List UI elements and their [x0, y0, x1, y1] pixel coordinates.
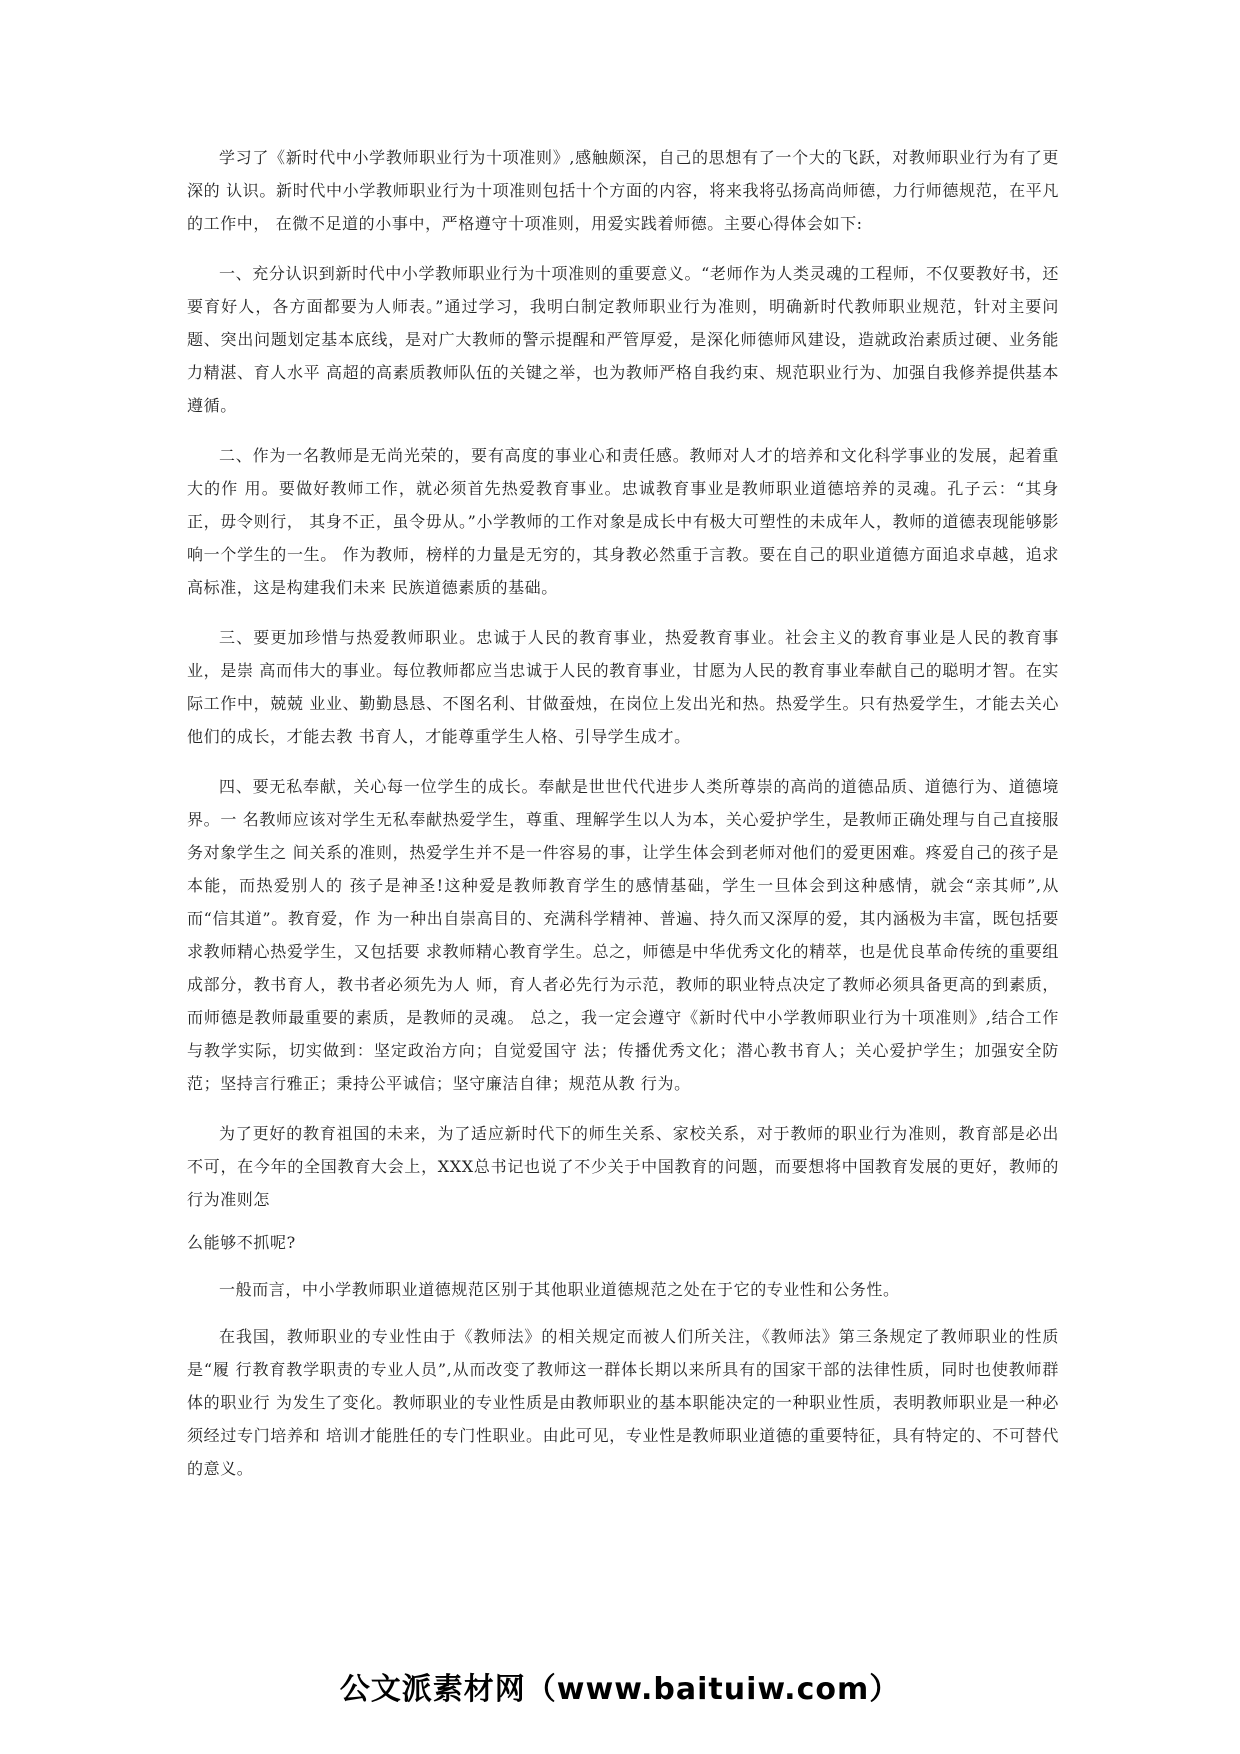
- paragraph-intro: 学习了《新时代中小学教师职业行为十项准则》,感触颇深，自己的思想有了一个大的飞跃，对教师职业行为有了更深的 认识。新时代中小学教师职业行为十项准则包括十个方面的内容，将来我将弘扬高尚师德，力行师德规范，在平凡的工作中， 在微不足道的小事中，严格遵守十项准则，用爱实践着师德。主要心得体会如下:: [187, 148, 1059, 233]
- paragraph-question: 么能够不抓呢?: [187, 1233, 296, 1252]
- paragraph-point-one: 一、充分认识到新时代中小学教师职业行为十项准则的重要意义。“老师作为人类灵魂的工程师，不仅要教好书，还要育好人，各方面都要为人师表。”通过学习，我明白制定教师职业行为准则，明确新时代教师职业规范，针对主要问题、突出问题划定基本底线，是对广大教师的警示提醒和严管厚爱，是深化师德师风建设，造就政治素质过硬、业务能力精湛、育人水平 高超的高素质教师队伍的关键之举，也为教师严格自我约束、规范职业行为、加强自我修养提供基本遵循。: [187, 264, 1059, 415]
- paragraph-professionalism: 一般而言，中小学教师职业道德规范区别于其他职业道德规范之处在于它的专业性和公务性。: [219, 1280, 900, 1299]
- paragraph-teacher-law: 在我国，教师职业的专业性由于《教师法》的相关规定而被人们所关注，《教师法》第三条规定了教师职业的性质是“履 行教育教学职责的专业人员”,从而改变了教师这一群体长期以来所具有的国家干部的法律性质，同时也使教师群体的职业行 为发生了变化。教师职业的专业性质是由教师职业的基本职能决定的一种职业性质，表明教师职业是一种必须经过专门培养和 培训才能胜任的专门性职业。由此可见，专业性是教师职业道德的重要特征，具有特定的、不可替代的意义。: [187, 1327, 1059, 1478]
- paragraph-education-future: 为了更好的教育祖国的未来，为了适应新时代下的师生关系、家校关系，对于教师的职业行为准则，教育部是必出不可，在今年的全国教育大会上，XXX总书记也说了不少关于中国教育的问题，而要想将中国教育发展的更好，教师的行为准则怎: [187, 1124, 1059, 1209]
- paragraph-point-two: 二、作为一名教师是无尚光荣的，要有高度的事业心和责任感。教师对人才的培养和文化科学事业的发展，起着重大的作 用。要做好教师工作，就必须首先热爱教育事业。忠诚教育事业是教师职业道德培养的灵魂。孔子云：“其身正，毋令则行， 其身不正，虽令毋从。”小学教师的工作对象是成长中有极大可塑性的未成年人，教师的道德表现能够影响一个学生的一生。 作为教师，榜样的力量是无穷的，其身教必然重于言教。要在自己的职业道德方面追求卓越，追求高标准，这是构建我们未来 民族道德素质的基础。: [187, 446, 1059, 597]
- paragraph-point-four: 四、要无私奉献，关心每一位学生的成长。奉献是世世代代进步人类所尊崇的高尚的道德品质、道德行为、道德境界。一 名教师应该对学生无私奉献热爱学生，尊重、理解学生以人为本，关心爱护学生，是教师正确处理与自己直接服务对象学生之 间关系的准则，热爱学生并不是一件容易的事，让学生体会到老师对他们的爱更困难。疼爱自己的孩子是本能，而热爱别人的 孩子是神圣!这种爱是教师教育学生的感情基础，学生一旦体会到这种感情，就会“亲其师”,从而“信其道”。教育爱，作 为一种出自崇高目的、充满科学精神、普遍、持久而又深厚的爱，其内涵极为丰富，既包括要求教师精心热爱学生，又包括要 求教师精心教育学生。总之，师德是中华优秀文化的精萃，也是优良革命传统的重要组成部分，教书育人，教书者必须先为人 师，育人者必先行为示范，教师的职业特点决定了教师必须具备更高的到素质，而师德是教师最重要的素质，是教师的灵魂。 总之，我一定会遵守《新时代中小学教师职业行为十项准则》,结合工作与教学实际，切实做到：坚定政治方向；自觉爱国守 法；传播优秀文化；潜心教书育人；关心爱护学生；加强安全防范；坚持言行雅正；秉持公平诚信；坚守廉洁自律；规范从教 行为。: [187, 777, 1059, 1093]
- footer-watermark: 公文派素材网（www.baituiw.com）: [339, 1672, 901, 1707]
- document-body: [187, 141, 1059, 1485]
- paragraph-point-three: 三、要更加珍惜与热爱教师职业。忠诚于人民的教育事业，热爱教育事业。社会主义的教育事业是人民的教育事业，是崇 高而伟大的事业。每位教师都应当忠诚于人民的教育事业，甘愿为人民的教育事业奉献自己的聪明才智。在实际工作中，兢兢 业业、勤勤恳恳、不图名利、甘做蚕烛，在岗位上发出光和热。热爱学生。只有热爱学生，才能去关心他们的成长，才能去教 书育人，才能尊重学生人格、引导学生成才。: [187, 628, 1059, 746]
